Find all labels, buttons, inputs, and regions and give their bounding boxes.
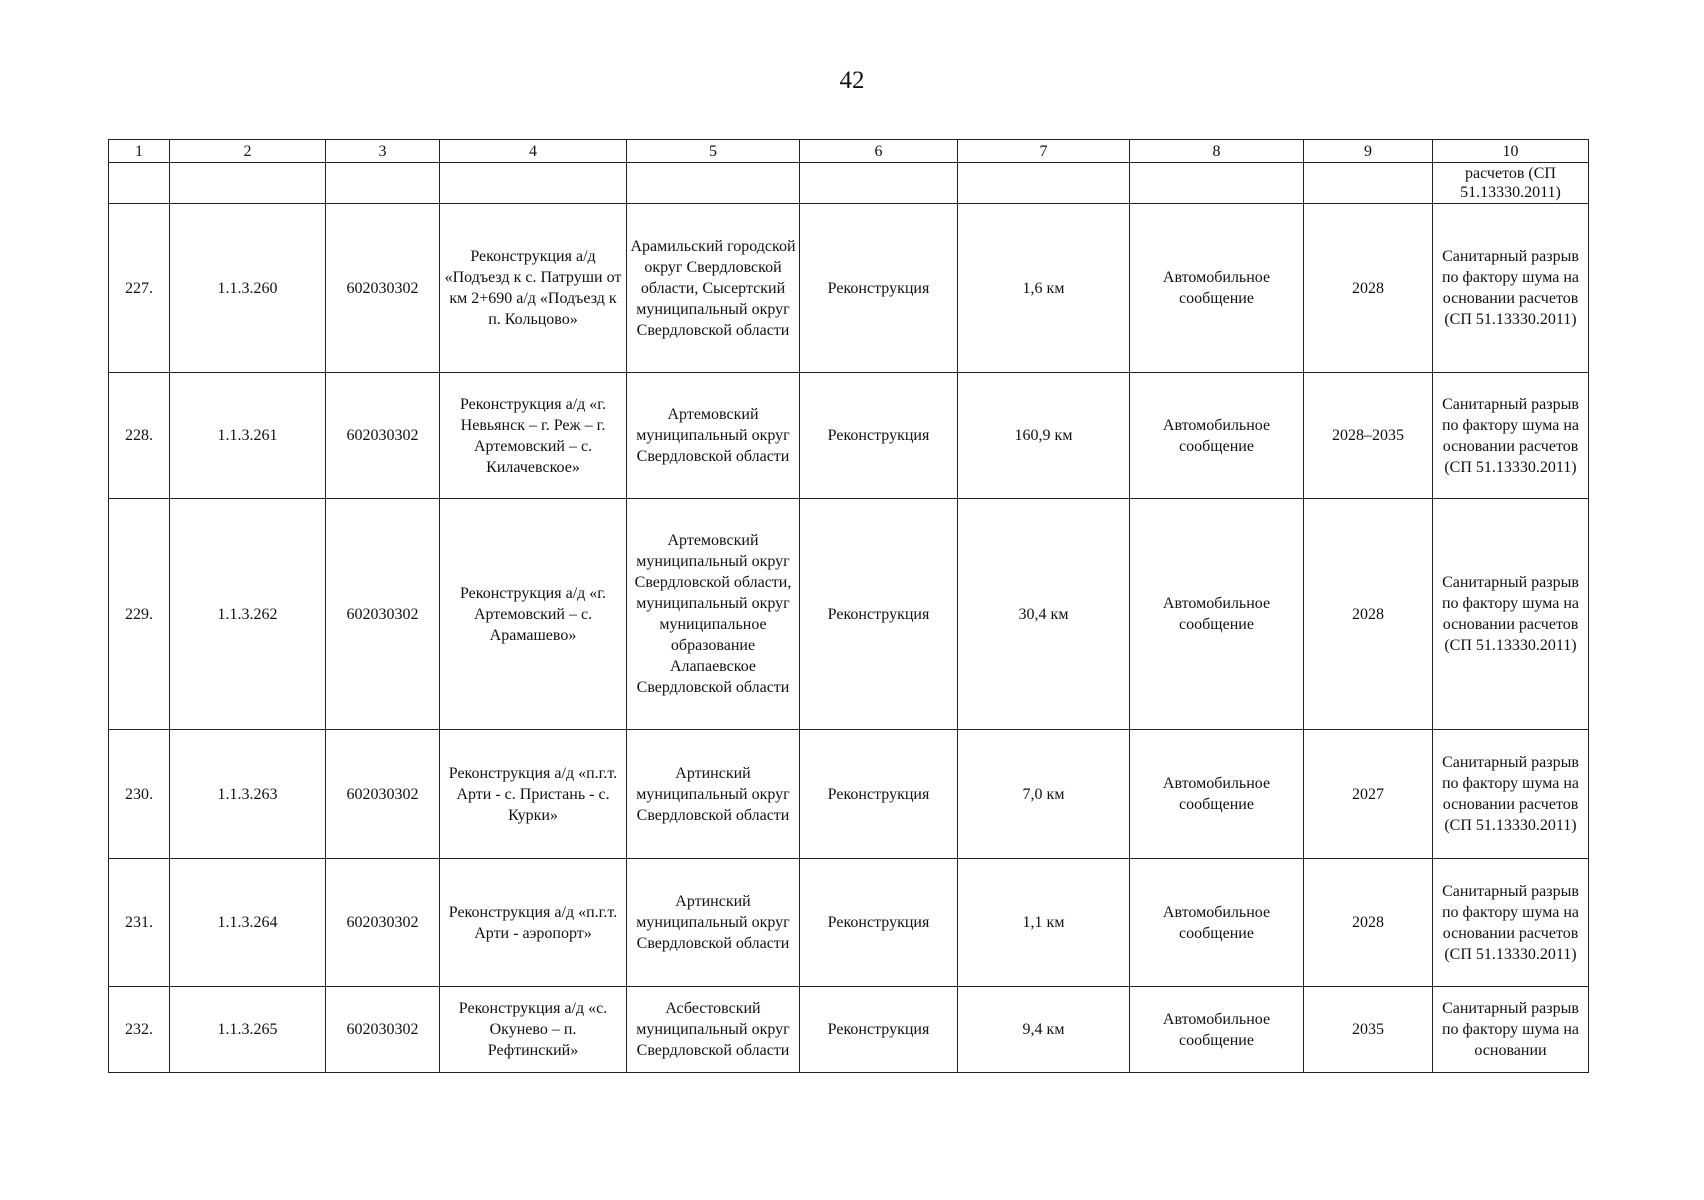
length-cell: 30,4 км	[958, 499, 1130, 730]
object-name-cell: Реконструкция а/д «г. Артемовский – с. Арамашево»	[440, 499, 627, 730]
object-id-cell: 1.1.3.264	[170, 859, 326, 987]
purpose-cell: Автомобильное сообщение	[1130, 204, 1304, 373]
zone-cell: расчетов (СП 51.13330.2011)	[1433, 163, 1589, 204]
work-type-cell: Реконструкция	[800, 859, 958, 987]
table-row	[109, 730, 1589, 859]
year-cell: 2028–2035	[1304, 373, 1433, 499]
table-row	[109, 499, 1589, 730]
code-cell: 602030302	[326, 730, 440, 859]
column-number: 10	[1433, 140, 1589, 163]
object-name-cell: Реконструкция а/д «г. Невьянск – г. Реж – г. Артемовский – с. Килачевское»	[440, 373, 627, 499]
work-type-cell: Реконструкция	[800, 499, 958, 730]
object-id-cell: 1.1.3.262	[170, 499, 326, 730]
object-name-cell: Реконструкция а/д «с. Окунево – п. Рефтинский»	[440, 987, 627, 1073]
row-number-cell: 229.	[109, 499, 170, 730]
table-row	[109, 987, 1589, 1073]
page-number: 42	[839, 67, 865, 94]
column-number-row	[109, 140, 1589, 163]
continuation-row	[109, 163, 1589, 204]
empty-cell	[440, 163, 627, 204]
location-cell: Артинский муниципальный округ Свердловской области	[627, 730, 800, 859]
purpose-cell: Автомобильное сообщение	[1130, 730, 1304, 859]
purpose-cell: Автомобильное сообщение	[1130, 987, 1304, 1073]
column-number: 4	[440, 140, 627, 163]
year-cell: 2028	[1304, 499, 1433, 730]
column-number: 8	[1130, 140, 1304, 163]
year-cell: 2028	[1304, 204, 1433, 373]
year-cell: 2035	[1304, 987, 1433, 1073]
code-cell: 602030302	[326, 204, 440, 373]
object-id-cell: 1.1.3.261	[170, 373, 326, 499]
column-number: 1	[109, 140, 170, 163]
location-cell: Асбестовский муниципальный округ Свердловской области	[627, 987, 800, 1073]
empty-cell	[627, 163, 800, 204]
row-number-cell: 228.	[109, 373, 170, 499]
row-number-cell: 230.	[109, 730, 170, 859]
empty-cell	[1304, 163, 1433, 204]
work-type-cell: Реконструкция	[800, 987, 958, 1073]
purpose-cell: Автомобильное сообщение	[1130, 373, 1304, 499]
work-type-cell: Реконструкция	[800, 730, 958, 859]
object-name-cell: Реконструкция а/д «п.г.т. Арти - аэропорт»	[440, 859, 627, 987]
table-row	[109, 204, 1589, 373]
length-cell: 160,9 км	[958, 373, 1130, 499]
column-number: 5	[627, 140, 800, 163]
code-cell: 602030302	[326, 859, 440, 987]
year-cell: 2027	[1304, 730, 1433, 859]
row-number-cell: 232.	[109, 987, 170, 1073]
column-number: 7	[958, 140, 1130, 163]
code-cell: 602030302	[326, 499, 440, 730]
column-number: 6	[800, 140, 958, 163]
length-cell: 1,1 км	[958, 859, 1130, 987]
purpose-cell: Автомобильное сообщение	[1130, 859, 1304, 987]
empty-cell	[800, 163, 958, 204]
object-name-cell: Реконструкция а/д «Подъезд к с. Патруши от км 2+690 а/д «Подъезд к п. Кольцово»	[440, 204, 627, 373]
zone-cell: Санитарный разрыв по фактору шума на основании расчетов (СП 51.13330.2011)	[1433, 499, 1589, 730]
empty-cell	[109, 163, 170, 204]
zone-cell: Санитарный разрыв по фактору шума на основании расчетов (СП 51.13330.2011)	[1433, 204, 1589, 373]
zone-cell: Санитарный разрыв по фактору шума на основании	[1433, 987, 1589, 1073]
object-id-cell: 1.1.3.263	[170, 730, 326, 859]
length-cell: 9,4 км	[958, 987, 1130, 1073]
length-cell: 1,6 км	[958, 204, 1130, 373]
location-cell: Арамильский городской округ Свердловской области, Сысертский муниципальный округ Свердловской области	[627, 204, 800, 373]
table-row	[109, 859, 1589, 987]
row-number-cell: 231.	[109, 859, 170, 987]
zone-cell: Санитарный разрыв по фактору шума на основании расчетов (СП 51.13330.2011)	[1433, 373, 1589, 499]
location-cell: Артинский муниципальный округ Свердловской области	[627, 859, 800, 987]
object-id-cell: 1.1.3.265	[170, 987, 326, 1073]
row-number-cell: 227.	[109, 204, 170, 373]
empty-cell	[958, 163, 1130, 204]
length-cell: 7,0 км	[958, 730, 1130, 859]
code-cell: 602030302	[326, 987, 440, 1073]
object-id-cell: 1.1.3.260	[170, 204, 326, 373]
purpose-cell: Автомобильное сообщение	[1130, 499, 1304, 730]
column-number: 2	[170, 140, 326, 163]
zone-cell: Санитарный разрыв по фактору шума на основании расчетов (СП 51.13330.2011)	[1433, 859, 1589, 987]
code-cell: 602030302	[326, 373, 440, 499]
objects-table	[108, 139, 1589, 1073]
empty-cell	[1130, 163, 1304, 204]
zone-cell: Санитарный разрыв по фактору шума на основании расчетов (СП 51.13330.2011)	[1433, 730, 1589, 859]
year-cell: 2028	[1304, 859, 1433, 987]
work-type-cell: Реконструкция	[800, 373, 958, 499]
location-cell: Артемовский муниципальный округ Свердловской области, муниципальный округ муниципальное образование Алапаевское Свердловской области	[627, 499, 800, 730]
location-cell: Артемовский муниципальный округ Свердловской области	[627, 373, 800, 499]
object-name-cell: Реконструкция а/д «п.г.т. Арти - с. Пристань - с. Курки»	[440, 730, 627, 859]
empty-cell	[326, 163, 440, 204]
table-row	[109, 373, 1589, 499]
column-number: 9	[1304, 140, 1433, 163]
column-number: 3	[326, 140, 440, 163]
empty-cell	[170, 163, 326, 204]
work-type-cell: Реконструкция	[800, 204, 958, 373]
